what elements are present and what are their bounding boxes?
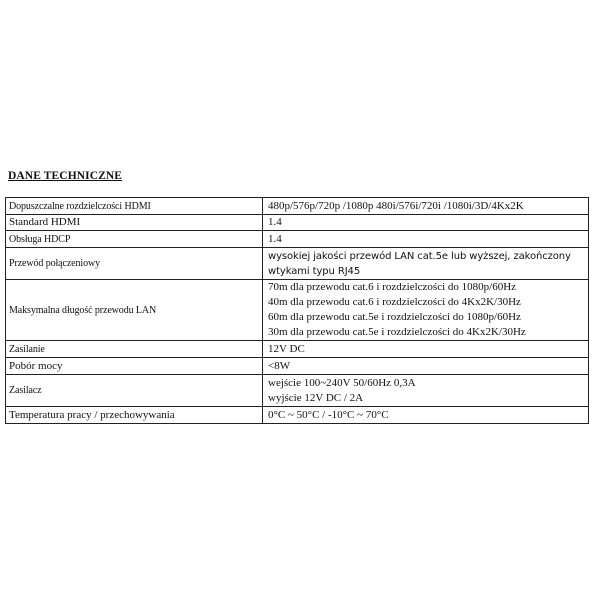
- spec-value-line: 60m dla przewodu cat.5e i rozdzielczości do 1080p/60Hz: [268, 311, 521, 323]
- spec-label: Standard HDMI: [6, 215, 263, 231]
- spec-label: Dopuszczalne rozdzielczości HDMI: [6, 198, 263, 215]
- spec-label: Zasilacz: [6, 375, 263, 407]
- spec-value: [263, 215, 589, 231]
- spec-label: Zasilanie: [6, 341, 263, 358]
- spec-value: [263, 198, 589, 215]
- table-row: [6, 407, 589, 424]
- spec-value-line: 12V DC: [268, 342, 305, 355]
- table-row: [6, 198, 589, 215]
- spec-value: [263, 341, 589, 358]
- table-row: [6, 375, 589, 407]
- spec-value-line: 0°C ~ 50°C / -10°C ~ 70°C: [268, 408, 389, 421]
- spec-value-line: 70m dla przewodu cat.6 i rozdzielczości do 1080p/60Hz: [268, 281, 517, 293]
- spec-label: Obsługa HDCP: [6, 231, 263, 248]
- table-row: [6, 358, 589, 375]
- spec-value-line: 480p/576p/720p /1080p 480i/576i/720i /1080i/3D/4Kx2K: [268, 199, 524, 212]
- specifications-table: [5, 197, 589, 424]
- table-row: [6, 341, 589, 358]
- spec-value-line: 1.4: [268, 216, 282, 228]
- spec-value: [263, 231, 589, 248]
- spec-value: [263, 375, 589, 407]
- spec-label: Maksymalna długość przewodu LAN: [6, 280, 263, 341]
- spec-label: Przewód połączeniowy: [6, 248, 263, 280]
- table-row: [6, 231, 589, 248]
- spec-value: [263, 358, 589, 375]
- table-row: [6, 215, 589, 231]
- table-row: [6, 280, 589, 341]
- spec-value-line: 30m dla przewodu cat.5e i rozdzielczości do 4Kx2K/30Hz: [268, 326, 526, 338]
- spec-value-line: wyjście 12V DC / 2A: [268, 391, 364, 404]
- spec-label: Pobór mocy: [6, 358, 263, 375]
- spec-value: [263, 407, 589, 424]
- section-heading: DANE TECHNICZNE: [8, 170, 123, 182]
- table-row: [6, 248, 589, 280]
- spec-value-line: wejście 100~240V 50/60Hz 0,3A: [268, 376, 416, 389]
- spec-value-line: 1.4: [268, 232, 282, 245]
- spec-label: Temperatura pracy / przechowywania: [6, 407, 263, 424]
- spec-value: [263, 248, 589, 280]
- spec-value: [263, 280, 589, 341]
- spec-value-line: wysokiej jakości przewód LAN cat.5e lub wyższej, zakończony: [268, 250, 571, 262]
- spec-value-line: 40m dla przewodu cat.6 i rozdzielczości do 4Kx2K/30Hz: [268, 296, 521, 308]
- spec-value-line: wtykami typu RJ45: [268, 265, 361, 277]
- spec-value-line: <8W: [268, 359, 291, 372]
